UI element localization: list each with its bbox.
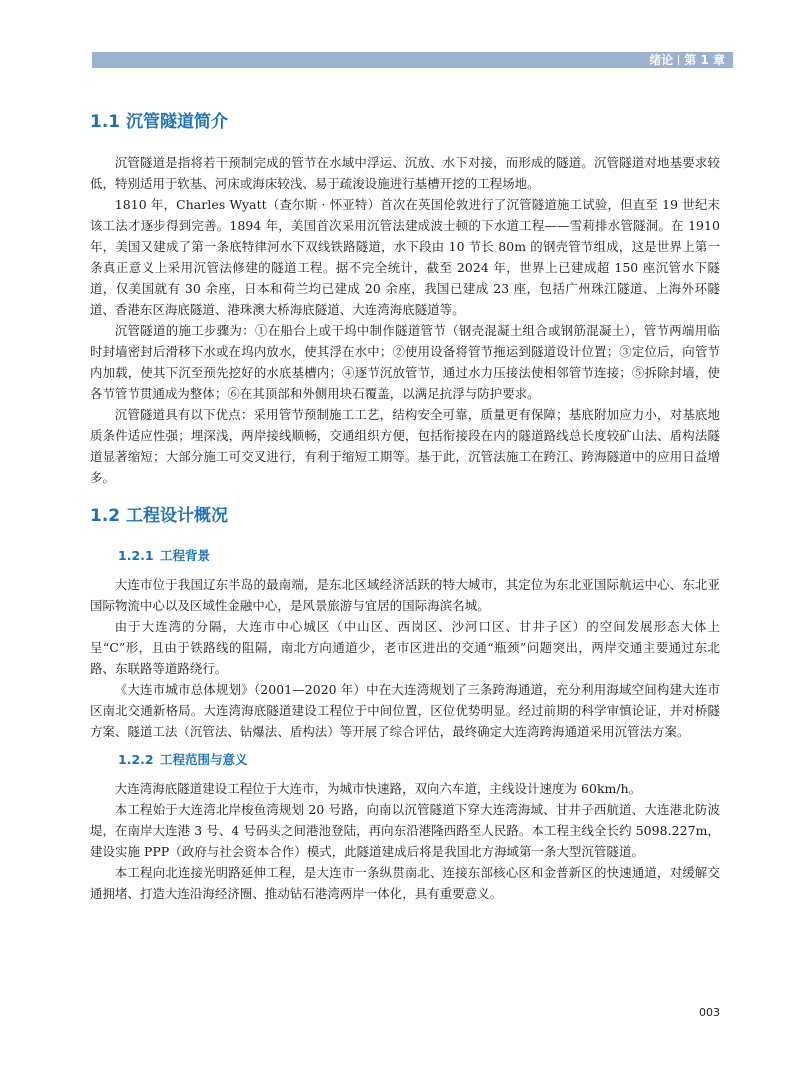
paragraph: 由于大连湾的分隔，大连市中心城区（中山区、西岗区、沙河口区、甘井子区）的空间发展形态大体上呈“C”形，且由于铁路线的阻隔，南北方向通道少，老市区进出的交通“瓶颈”问题突出，两岸交通主要通过东北路、东联路等道路绕行。 xyxy=(90,619,720,676)
subsection-title: 工程背景 xyxy=(160,548,211,563)
paragraph: 本工程始于大连湾北岸梭鱼湾规划 20 号路，向南以沉管隧道下穿大连湾海域、甘井子西航道、大连港北防波堤，在南岸大连港 3 号、4 号码头之间港池登陆，再向东沿港隆西路至人民路。本工程主线全长约 5098.227m，建设实施 PPP（政府与社会资本合作）模式，此隧道建成后将是我国北方海域第一条大型沉管隧道。 xyxy=(90,802,720,859)
section-number: 1.2 xyxy=(90,506,121,526)
subsection-number: 1.2.1 xyxy=(118,548,154,563)
paragraph: 沉管隧道是指将若干预制完成的管节在水域中浮运、沉放、水下对接，而形成的隧道。沉管隧道对地基要求较低，特别适用于软基、河床或海床较浅、易于疏浚设施进行基槽开挖的工程场地。 xyxy=(90,155,720,191)
running-header xyxy=(649,52,725,68)
page-number: 003 xyxy=(699,1006,720,1019)
section-heading-1-2 xyxy=(90,502,720,530)
paragraph: 大连市位于我国辽东半岛的最南端，是东北区域经济活跃的特大城市，其定位为东北亚国际航运中心、东北亚国际物流中心以及区域性金融中心，是风景旅游与宜居的国际海滨名城。 xyxy=(90,577,720,613)
section-number: 1.1 xyxy=(90,112,121,132)
part-label: 绪论 xyxy=(649,53,674,67)
subsection-title: 工程范围与意义 xyxy=(160,752,248,767)
page-content xyxy=(90,108,720,904)
section-title: 沉管隧道简介 xyxy=(126,112,228,132)
subsection-heading-1-2-1 xyxy=(90,544,720,568)
header-divider xyxy=(678,55,679,65)
section-heading-1-1 xyxy=(90,108,720,136)
section-title: 工程设计概况 xyxy=(126,506,228,526)
subsection-number: 1.2.2 xyxy=(118,752,154,767)
chapter-label: 第 1 章 xyxy=(684,53,725,67)
paragraph: 大连湾海底隧道建设工程位于大连市，为城市快速路，双向六车道，主线设计速度为 60km/h。 xyxy=(114,781,642,796)
paragraph: 《大连市城市总体规划》（2001—2020 年）中在大连湾规划了三条跨海通道，充分利用海域空间构建大连市区南北交通新格局。大连湾海底隧道建设工程位于中间位置，区位优势明显。经过前期的科学审慎论证，并对桥隧方案、隧道工法（沉管法、钻爆法、盾构法）等开展了综合评估，最终确定大连湾跨海通道采用沉管法方案。 xyxy=(90,682,720,739)
header-bar xyxy=(92,52,733,68)
paragraph: 沉管隧道具有以下优点：采用管节预制施工工艺，结构安全可靠，质量更有保障；基底附加应力小，对基底地质条件适应性强；埋深浅，两岸接线顺畅，交通组织方便，包括衔接段在内的隧道路线总长度较矿山法、盾构法隧道显著缩短；大部分施工可交叉进行，有利于缩短工期等。基于此，沉管法施工在跨江、跨海隧道中的应用日益增多。 xyxy=(90,407,720,485)
paragraph: 本工程向北连接光明路延伸工程，是大连市一条纵贯南北、连接东部核心区和金普新区的快速通道，对缓解交通拥堵、打造大连沿海经济圈、推动钻石港湾两岸一体化，具有重要意义。 xyxy=(90,865,720,901)
paragraph: 1810 年，Charles Wyatt（查尔斯 · 怀亚特）首次在英国伦敦进行了沉管隧道施工试验，但直至 19 世纪末该工法才逐步得到完善。1894 年，美国首次采用沉管法建成波士顿的下水道工程——雪莉排水管隧洞。在 1910 年，美国又建成了第一条底特律河水下双线铁路隧道，水下段由 10 节长 80m 的钢壳管节组成，这是世界上第一条真正意义上采用沉管法修建的隧道工程。据不完全统计，截至 2024 年，世界上已建成超 150 座沉管水下隧道，仅美国就有 30 余座，日本和荷兰均已建成 20 余座，我国已建成 23 座，包括广州珠江隧道、上海外环隧道、香港东区海底隧道、港珠澳大桥海底隧道、大连湾海底隧道等。 xyxy=(90,197,720,317)
paragraph: 沉管隧道的施工步骤为：①在船台上或干坞中制作隧道管节（钢壳混凝土组合或钢筋混凝土），管节两端用临时封墙密封后滑移下水或在坞内放水，使其浮在水中；②使用设备将管节拖运到隧道设计位置；③定位后，向管节内加载，使其下沉至预先挖好的水底基槽内；④逐节沉放管节，通过水力压接法使相邻管节连接；⑤拆除封墙，使各节管节贯通成为整体；⑥在其顶部和外侧用块石覆盖，以满足抗浮与防护要求。 xyxy=(90,323,720,401)
subsection-heading-1-2-2 xyxy=(90,748,720,772)
